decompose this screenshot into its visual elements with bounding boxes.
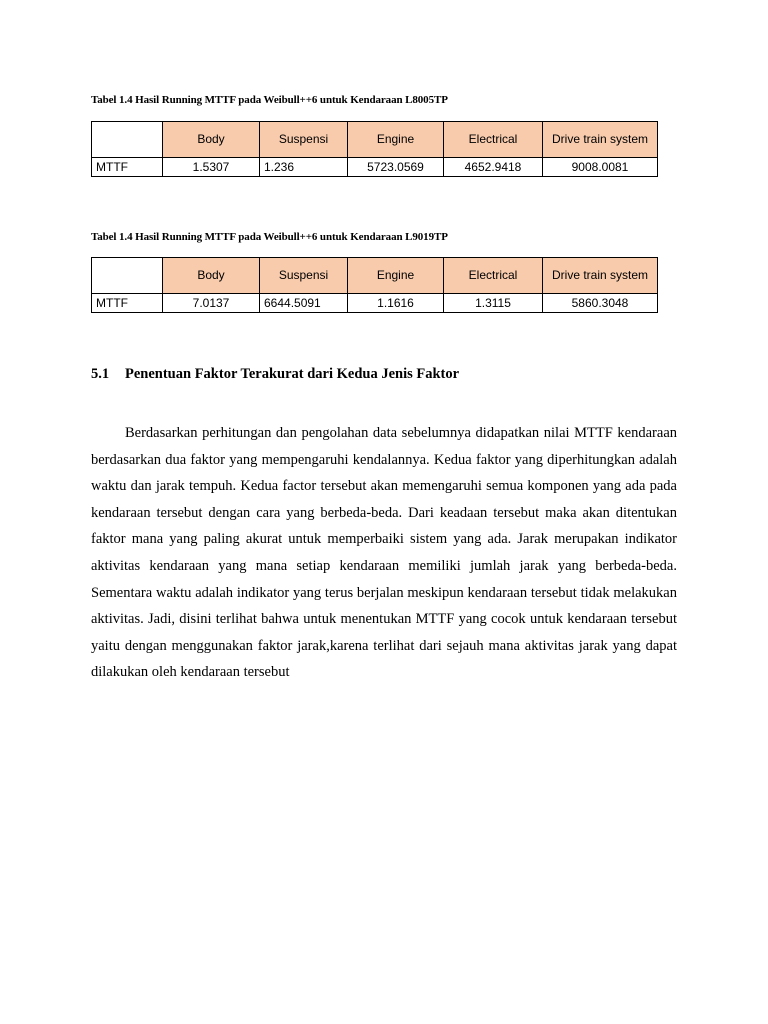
header-cell-electrical: Electrical: [444, 258, 543, 294]
header-cell-engine: Engine: [348, 258, 444, 294]
section-title: Penentuan Faktor Terakurat dari Kedua Jenis Faktor: [125, 366, 460, 382]
header-cell-suspensi: Suspensi: [260, 258, 348, 294]
header-cell-drive-train: Drive train system: [543, 258, 658, 294]
header-cell-suspensi: Suspensi: [260, 122, 348, 158]
value-cell-body: 1.5307: [163, 158, 260, 177]
header-cell-drive-train: Drive train system: [543, 122, 658, 158]
value-cell-suspensi: 1.236: [260, 158, 348, 177]
value-cell-drive-train: 5860.3048: [543, 294, 658, 313]
row-label-mttf: MTTF: [92, 294, 163, 313]
header-cell-engine: Engine: [348, 122, 444, 158]
mttf-table-l8005tp: [91, 121, 658, 177]
mttf-table-l9019tp: [91, 257, 658, 313]
value-cell-drive-train: 9008.0081: [543, 158, 658, 177]
table-header-row: [92, 122, 658, 158]
value-cell-electrical: 4652.9418: [444, 158, 543, 177]
value-cell-electrical: 1.3115: [444, 294, 543, 313]
body-paragraph: Berdasarkan perhitungan dan pengolahan data sebelumnya didapatkan nilai MTTF kendaraan berdasarkan dua faktor yang mempengaruhi kendalannya. Kedua faktor yang diperhitungkan adalah waktu dan jarak tempuh. Kedua factor tersebut akan memengaruhi semua komponen yang ada pada kendaraan tersebut dengan cara yang berbeda-beda. Dari keadaan tersebut maka akan ditentukan faktor mana yang paling akurat untuk memperbaiki sistem yang ada. Jarak merupakan indikator aktivitas kendaraan yang mana setiap kendaraan memiliki jumlah jarak yang berbeda-beda. Sementara waktu adalah indikator yang terus berjalan meskipun kendaraan tersebut tidak melakukan aktivitas. Jadi, disini terlihat bahwa untuk menentukan MTTF yang cocok untuk kendaraan tersebut yaitu dengan menggunakan faktor jarak,karena terlihat dari sejauh mana aktivitas jarak yang dapat dilakukan oleh kendaraan tersebut: [91, 425, 677, 681]
value-cell-body: 7.0137: [163, 294, 260, 313]
header-cell-empty: [92, 122, 163, 158]
header-cell-electrical: Electrical: [444, 122, 543, 158]
section-number: 5.1: [91, 366, 110, 382]
value-cell-engine: 1.1616: [348, 294, 444, 313]
header-cell-body: Body: [163, 258, 260, 294]
value-cell-engine: 5723.0569: [348, 158, 444, 177]
value-cell-suspensi: 6644.5091: [260, 294, 348, 313]
table-row: [92, 294, 658, 313]
row-label-mttf: MTTF: [92, 158, 163, 177]
section-heading: [91, 366, 459, 383]
table-2-caption: Tabel 1.4 Hasil Running MTTF pada Weibull++6 untuk Kendaraan L9019TP: [91, 231, 448, 243]
header-cell-empty: [92, 258, 163, 294]
header-cell-body: Body: [163, 122, 260, 158]
table-row: [92, 158, 658, 177]
table-header-row: [92, 258, 658, 294]
table-1-caption: Tabel 1.4 Hasil Running MTTF pada Weibull++6 untuk Kendaraan L8005TP: [91, 94, 448, 106]
